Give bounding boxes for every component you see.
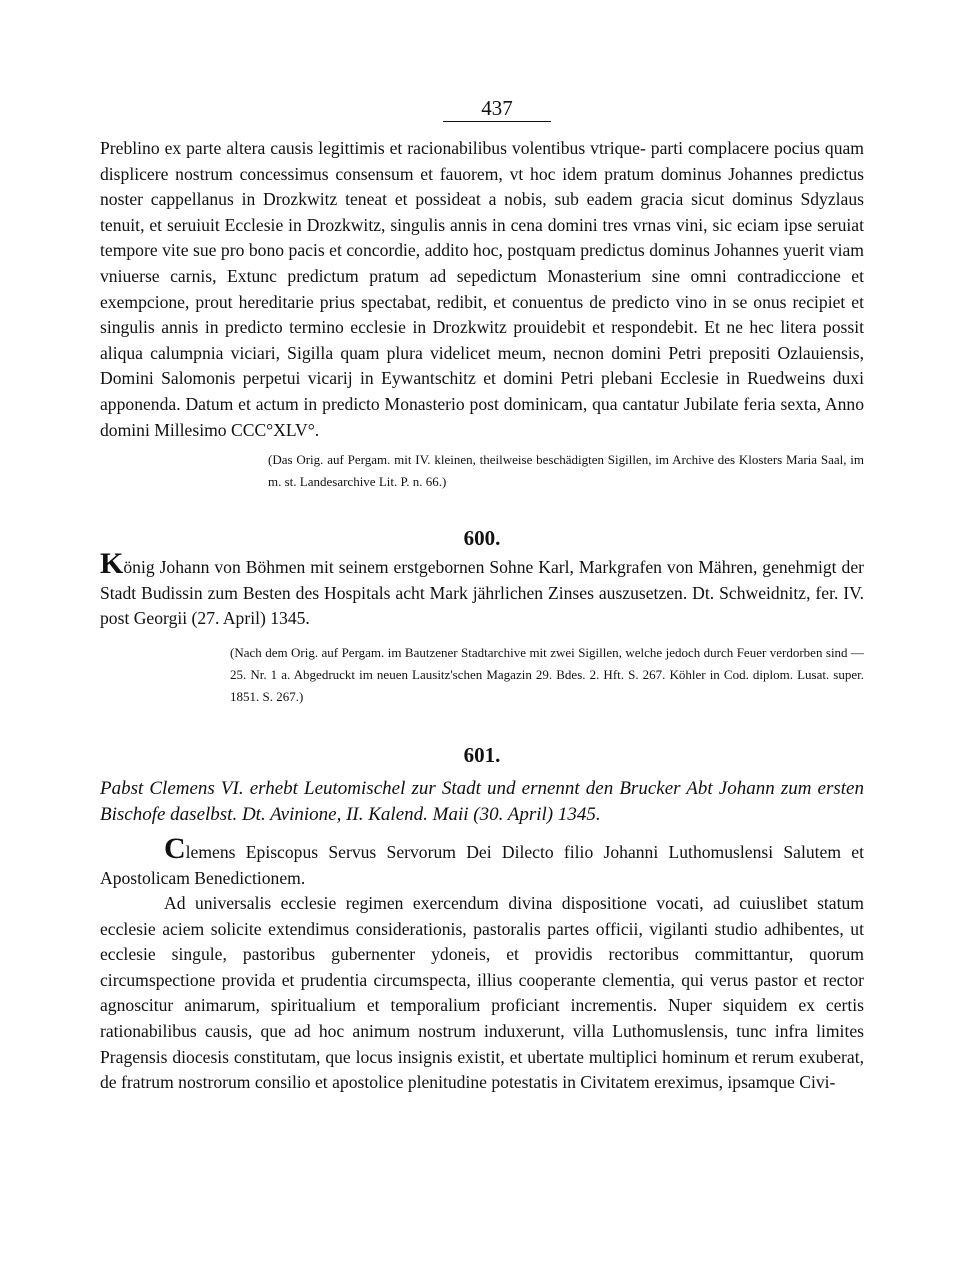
salutation-601-text: lemens Episcopus Servus Servorum Dei Dilecto filio Johanni Luthomuslensi Salutem et Apostolicam Benedictionem.	[100, 841, 864, 888]
document-number-601: 601.	[463, 742, 501, 767]
summary-600	[100, 547, 864, 632]
summary-600-text: önig Johann von Böhmen mit seinem erstgebornen Sohne Karl, Markgrafen von Mähren, genehmigt der Stadt Budissin zum Besten des Hospitals acht Mark jährlichen Zinses auszusetzen. Dt. Schweidnitz, fer. IV. post Georgii (27. April) 1345.	[100, 557, 864, 629]
initial-letter-601: C	[164, 831, 186, 865]
document-page	[100, 96, 864, 1096]
charter-601-text: Ad universalis ecclesie regimen exercendum divina dispositione vocati, ad cuiuslibet statum ecclesie aciem solicite extendimus considerationis, pastoralis partes officii, vigilanti studio adhibentes, ut ecclesie singule, pastoribus gubernenter ydoneis, et providis rectoribus committantur, quorum circumspectione provida et prudentia circumspecta, illius cooperante clementia, qui verus pastor et rector agnoscitur animarum, spiritualium et temporalium proficiant incrementis. Nuper siquidem ex certis rationabilibus causis, que ad hoc animum nostrum induxerunt, villa Luthomuslensis, tunc infra limites Pragensis diocesis constitutam, que locus insignis existit, et ubertate multiplici hominum et rerum exuberat, de fratrum nostrorum consilio et apostolice plenitudine potestatis in Civitatem ereximus, ipsamque Civi-	[100, 893, 864, 1093]
document-number-600: 600.	[463, 526, 501, 551]
salutation-601	[100, 831, 864, 891]
source-note-600: (Nach dem Orig. auf Pergam. im Bautzener Stadtarchive mit zwei Sigillen, welche jedoch durch Feuer verdorben sind — 25. Nr. 1 a. Abgedruckt im neuen Lausitz'schen Magazin 29. Bdes. 2. Hft. S. 267. Köhler in Cod. diplom. Lusat. super. 1851. S. 267.)	[230, 644, 864, 704]
initial-letter-600: K	[100, 547, 124, 581]
page-number: 437	[443, 96, 551, 122]
source-note-599: (Das Orig. auf Pergam. mit IV. kleinen, theilweise beschädigten Sigillen, im Archive des Klosters Maria Saal, im m. st. Landesarchive Lit. P. n. 66.)	[268, 452, 864, 490]
summary-601: Pabst Clemens VI. erhebt Leutomischel zur Stadt und ernennt den Brucker Abt Johann zum ersten Bischofe daselbst. Dt. Avinione, II. Kalend. Maii (30. April) 1345.	[100, 777, 864, 825]
charter-599-continuation: Preblino ex parte altera causis legittimis et racionabilibus volentibus vtrique- parti complacere pocius quam displicere nostrum concessimus consensum et fauorem, vt hoc idem pratum dominus Johannes predictus noster cappellanus in Drozkwitz teneat et possideat a nobis, sub eadem gracia sicut dominus Sdyzlaus tenuit, et seruiuit Ecclesie in Drozkwitz, singulis annis in cena domini tres vrnas vini, sic eciam ipse seruiat tempore vite sue pro bono pacis et concordie, addito hoc, postquam predictus dominus Johannes yuerit viam vniuerse carnis, Extunc predictum pratum ad sepedictum Monasterium sine omni contradiccione et exempcione, prout hereditarie prius spectabat, redibit, et conuentus de predicto vino in se onus recipiet et singulis annis in predicto termino ecclesie in Drozkwitz prouidebit et respondebit. Et ne hec litera possit aliqua calumpnia viciari, Sigilla quam plura videlicet meum, necnon domini Petri prepositi Ozlauiensis, Domini Salomonis perpetui vicarij in Eywantschitz et domini Petri plebani Ecclesie in Ruedweins duxi apponenda. Datum et actum in predicto Monasterio post dominicam, qua cantatur Jubilate feria sexta, Anno domini Millesimo CCC°XLV°.	[100, 138, 864, 440]
